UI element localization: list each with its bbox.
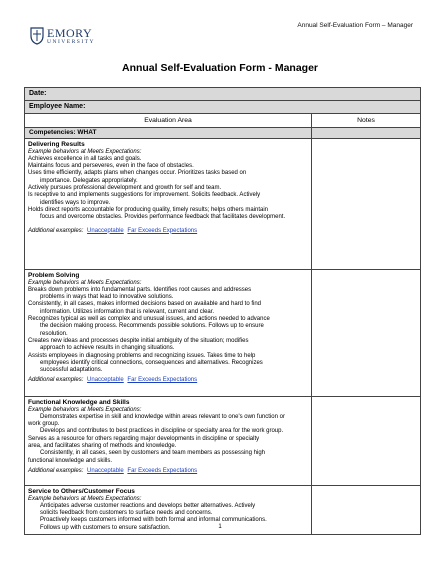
section-content: [25, 269, 312, 396]
unacceptable-link[interactable]: Unacceptable: [87, 377, 124, 384]
behavior-line: Serves as a resource for others regarding major developments in discipline or specialty: [28, 435, 260, 442]
shield-icon: [30, 27, 44, 45]
section-row-functional-knowledge: [25, 396, 421, 485]
behavior-line: solicits feedback from customers to surface needs and concerns.: [40, 510, 213, 517]
unacceptable-link[interactable]: Unacceptable: [87, 227, 124, 234]
behavior-line: Demonstrates expertise in skill and knowledge within areas relevant to one's own function or: [40, 413, 285, 420]
logo-wordmark: EMORY: [47, 26, 93, 40]
notes-cell[interactable]: [312, 269, 421, 396]
additional-examples: [28, 377, 308, 384]
behavior-line: Maintains focus and perseveres, even in the face of obstacles.: [28, 163, 194, 170]
page-title: Annual Self-Evaluation Form - Manager: [121, 62, 319, 74]
section-title: Delivering Results: [28, 140, 85, 148]
behavior-line: problems in ways that lead to innovative solutions.: [40, 294, 174, 301]
page-number: 1: [218, 524, 222, 530]
behavior-line: Proactively keeps customers informed with both formal and informal communications.: [40, 517, 267, 524]
behavior-line: Achieves excellence in all tasks and goals.: [28, 155, 142, 162]
competencies-label: Competencies: WHAT: [25, 128, 312, 138]
far-exceeds-link[interactable]: Far Exceeds Expectations: [127, 377, 198, 384]
date-row: [25, 88, 421, 101]
behavior-line: Holds direct reports accountable for producing quality, timely results; helps others maintain: [28, 206, 269, 213]
far-exceeds-link[interactable]: Far Exceeds Expectations: [127, 467, 198, 474]
notes-cell[interactable]: [312, 138, 421, 269]
behavior-line: resolution.: [40, 330, 68, 337]
behavior-line: Is receptive to and implements suggestions for improvement. Solicits feedback. Actively: [28, 192, 261, 199]
competencies-notes: [312, 128, 421, 138]
section-title: Service to Others/Customer Focus: [28, 487, 135, 495]
logo-subtext: UNIVERSITY: [47, 39, 95, 45]
behavior-line: functional knowledge and skills.: [28, 457, 113, 464]
behavior-line: successful adaptations.: [40, 367, 103, 374]
example-label: Example behaviors at Meets Expectations:: [28, 495, 142, 502]
behavior-line: Follows up with customers to ensure satisfaction.: [40, 524, 171, 531]
far-exceeds-link[interactable]: Far Exceeds Expectations: [127, 227, 198, 234]
section-title: Problem Solving: [28, 271, 80, 279]
date-field[interactable]: Date:: [25, 88, 421, 101]
behavior-line: work group.: [28, 421, 60, 428]
behavior-line: importance. Delegates appropriately.: [40, 177, 138, 184]
emory-logo: [30, 26, 110, 50]
additional-examples: [28, 228, 308, 235]
additional-examples: [28, 468, 308, 475]
section-title: Functional Knowledge and Skills: [28, 398, 130, 406]
additional-examples-label: Additional examples:: [28, 227, 84, 234]
section-content: [25, 138, 312, 269]
behavior-line: Actively pursues professional development and growth for self and team.: [28, 185, 222, 192]
employee-row: [25, 101, 421, 114]
notes-header: Notes: [312, 114, 421, 128]
behavior-line: information. Utilizes information that is relevant, current and clear.: [40, 308, 215, 315]
behavior-line: Creates new ideas and processes despite initial ambiguity of the situation; modifies: [28, 337, 249, 344]
section-row-delivering-results: [25, 138, 421, 269]
behavior-line: Assists employees in diagnosing problems and recognizing issues. Takes time to help: [28, 352, 256, 359]
behavior-line: Anticipates adverse customer reactions and develops better alternatives. Actively: [40, 502, 256, 509]
behavior-line: Consistently, in all cases, makes informed decisions based on available and hard to find: [28, 301, 262, 308]
behavior-line: Recognizes typical as well as complex and unusual issues, and actions needed to advance: [28, 316, 270, 323]
behavior-line: Breaks down problems into fundamental parts. Identifies root causes and addresses: [28, 286, 252, 293]
behavior-line: the decision making process. Recommends possible solutions. Follows up to ensure: [40, 323, 264, 330]
additional-examples-label: Additional examples:: [28, 377, 84, 384]
unacceptable-link[interactable]: Unacceptable: [87, 467, 124, 474]
behavior-line: focus and overcome obstacles. Provides performance feedback that facilitates development.: [40, 214, 286, 221]
behavior-line: Develops and contributes to best practices in discipline or specialty area for the work group.: [40, 428, 284, 435]
behavior-line: employees identify critical connections, consequences and alternatives. Recognizes: [40, 359, 263, 366]
header-title: Annual Self-Evaluation Form – Manager: [297, 22, 413, 29]
behavior-line: identifies ways to improve.: [40, 199, 111, 206]
evaluation-form-table: [24, 87, 421, 535]
section-content: [25, 396, 312, 485]
behavior-line: Consistently, in all cases, seen by customers and team members as possessing high: [40, 450, 265, 457]
example-label: Example behaviors at Meets Expectations:: [28, 279, 142, 286]
evaluation-area-header: Evaluation Area: [25, 114, 312, 128]
additional-examples-label: Additional examples:: [28, 467, 84, 474]
column-header-row: [25, 114, 421, 128]
example-label: Example behaviors at Meets Expectations:: [28, 148, 142, 155]
competencies-row: [25, 128, 421, 138]
behavior-line: Uses time efficiently, adapts plans when changes occur. Prioritizes tasks based on: [28, 170, 247, 177]
section-row-problem-solving: [25, 269, 421, 396]
employee-name-field[interactable]: Employee Name:: [25, 101, 421, 114]
behavior-line: area, and facilitates sharing of methods and knowledge.: [28, 443, 177, 450]
behavior-line: approach to achieve results in changing situations.: [40, 345, 175, 352]
notes-cell[interactable]: [312, 396, 421, 485]
example-label: Example behaviors at Meets Expectations:: [28, 406, 142, 413]
